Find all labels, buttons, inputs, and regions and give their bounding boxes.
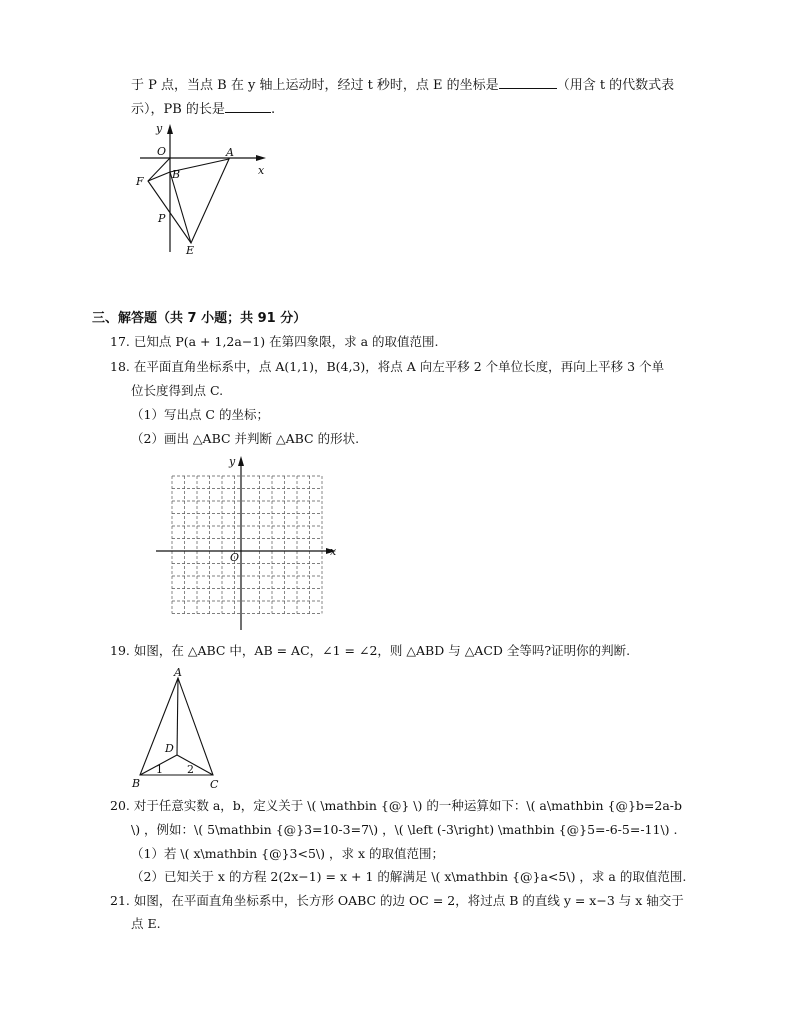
segment-ad	[177, 678, 178, 755]
angle-1-label: 1	[156, 763, 163, 776]
label-b: B	[172, 168, 181, 181]
label-p: P	[158, 212, 166, 225]
label-y: y	[156, 122, 163, 135]
grid-label-o: O	[230, 551, 240, 564]
label-a: A	[226, 146, 234, 159]
figure-lines	[148, 158, 229, 243]
label-x: x	[258, 164, 265, 177]
grid-lines	[172, 476, 322, 614]
section-heading: 三、解答题（共 7 小题；共 91 分）	[92, 311, 307, 326]
segment-cd	[177, 755, 213, 775]
question-21-line1: 21. 如图，在平面直角坐标系中，长方形 OABC 的边 OC = 2，将过点 B 的直线 y = x−3 与 x 轴交于	[110, 893, 684, 908]
question-20-line2: \) ，例如：\( 5\mathbin {@}3=10-3=7\) ，\( \left (-3\right) \mathbin {@}5=-6-5=-11\) .	[131, 822, 678, 837]
label-a: A	[174, 666, 182, 679]
x-axis-arrow	[256, 155, 266, 161]
grid-label-y: y	[229, 455, 236, 468]
q16-text-line1: 于 P 点，当点 B 在 y 轴上运动时，经过 t 秒时，点 E 的坐标是 （用含 t 的代数式表	[131, 75, 674, 95]
grid-y-arrow	[238, 456, 244, 466]
label-f: F	[136, 175, 144, 188]
label-e: E	[186, 244, 195, 257]
label-b: B	[132, 777, 141, 790]
label-d: D	[165, 742, 174, 755]
question-20-sub2: （2）已知关于 x 的方程 2(2x−1) = x + 1 的解满足 \( x\mathbin {@}a<5\) ，求 a 的取值范围.	[131, 869, 687, 884]
segment-fb	[148, 172, 170, 181]
label-o: O	[157, 145, 167, 158]
question-18-line2: 位长度得到点 C.	[131, 383, 224, 398]
question-18-sub2: （2）画出 △ABC 并判断 △ABC 的形状.	[131, 431, 360, 446]
question-20-line1: 20. 对于任意实数 a，b，定义关于 \( \mathbin {@} \) 的一种运算如下：\( a\mathbin {@}b=2a-b	[110, 798, 683, 813]
q16-text-line2: 示），PB 的长是 .	[131, 99, 275, 119]
question-19: 19. 如图，在 △ABC 中，AB = AC，∠1 = ∠2，则 △ABD 与 △ACD 全等吗?证明你的判断.	[110, 643, 631, 658]
answer-blank-e[interactable]	[499, 75, 557, 89]
grid-label-x: x	[330, 545, 337, 558]
question-20-sub1: （1）若 \( x\mathbin {@}3<5\) ，求 x 的取值范围；	[131, 846, 444, 861]
figure-q19	[130, 665, 225, 793]
segment-be	[170, 172, 191, 243]
triangle-abc	[140, 678, 213, 775]
question-21-line2: 点 E.	[131, 916, 161, 931]
answer-blank-pb[interactable]	[225, 99, 271, 113]
question-18-sub1: （1）写出点 C 的坐标；	[131, 407, 269, 422]
coordinate-grid[interactable]	[150, 452, 345, 632]
question-18-line1: 18. 在平面直角坐标系中，点 A(1,1)，B(4,3)，将点 A 向左平移 2 个单位长度，再向上平移 3 个单	[110, 359, 665, 374]
figure-q16	[130, 120, 275, 260]
angle-2-label: 2	[187, 763, 194, 776]
y-axis-arrow	[167, 124, 173, 134]
label-c: C	[210, 778, 219, 791]
question-17: 17. 已知点 P(a + 1,2a−1) 在第四象限，求 a 的取值范围.	[110, 334, 439, 349]
